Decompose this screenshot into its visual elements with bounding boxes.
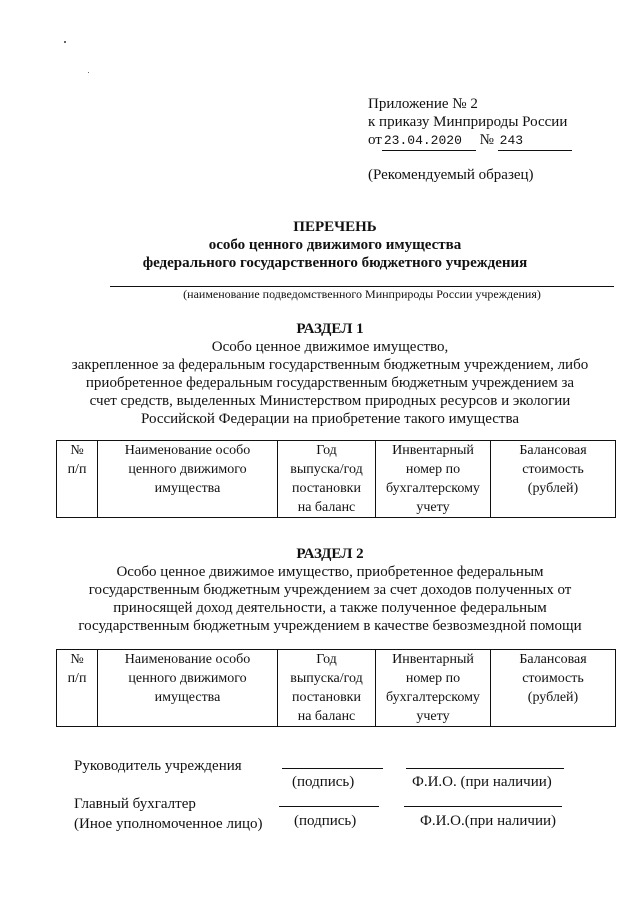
header-cell-year: [278, 441, 376, 518]
order-date: 23.04.2020: [382, 132, 476, 151]
accountant-fio-caption: Ф.И.О.(при наличии): [420, 813, 556, 829]
section-2-text-line: приносящей доход деятельности, а также полученное федеральным: [113, 600, 547, 616]
header-text: стоимость: [522, 462, 584, 477]
header-text: п/п: [67, 462, 87, 477]
section-1-table: [56, 440, 616, 518]
title-line-2: особо ценного движимого имущества: [208, 237, 462, 253]
header-cell-number: [57, 441, 98, 518]
header-cell-name: [98, 441, 278, 518]
section-2-heading: РАЗДЕЛ 2: [296, 546, 364, 562]
header-text: на баланс: [297, 500, 356, 515]
header-cell-value: [491, 650, 616, 727]
section-1-text-line: Особо ценное движимое имущество,: [211, 339, 449, 355]
header-cell-inventory: [376, 650, 491, 727]
header-cell-year: [278, 650, 376, 727]
header-text: имущества: [154, 690, 221, 705]
section-2: [40, 545, 620, 635]
header-text: Год: [316, 652, 337, 667]
head-signature-caption: (подпись): [292, 774, 355, 790]
section-2-text-line: государственным бюджетным учреждением в качестве безвозмездной помощи: [78, 618, 582, 634]
section-2-text-line: государственным бюджетным учреждением за счет доходов полученных от: [88, 582, 572, 598]
header-text: учету: [416, 709, 450, 724]
header-text: п/п: [67, 671, 87, 686]
head-signature-line: [282, 768, 383, 769]
appendix-line-2: к приказу Минприроды России: [368, 114, 568, 130]
head-of-institution-label: Руководитель учреждения: [74, 758, 242, 774]
header-text: бухгалтерскому: [386, 690, 480, 705]
header-text: (рублей): [527, 481, 579, 496]
accountant-fio-line: [404, 806, 562, 807]
header-cell-name: [98, 650, 278, 727]
header-text: Год: [316, 443, 337, 458]
section-2-table: [56, 649, 616, 727]
header-cell-number: [57, 650, 98, 727]
institution-name-caption: (наименование подведомственного Минприроды России учреждения): [183, 287, 541, 301]
date-prefix: от: [368, 132, 382, 148]
chief-accountant-label: Главный бухгалтер: [74, 796, 196, 812]
header-text: бухгалтерскому: [386, 481, 480, 496]
header-text: (рублей): [527, 690, 579, 705]
accountant-signature-caption: (подпись): [294, 813, 357, 829]
section-1-text-line: приобретенное федеральным государственным бюджетным учреждением за: [85, 375, 575, 391]
header-text: Инвентарный: [392, 443, 474, 458]
header-text: ценного движимого: [128, 462, 247, 477]
header-text: постановки: [292, 690, 361, 705]
head-fio-caption: Ф.И.О. (при наличии): [412, 774, 552, 790]
appendix-block: [368, 95, 628, 184]
scan-speck: [88, 72, 89, 73]
section-2-text-line: Особо ценное движимое имущество, приобретенное федеральным: [116, 564, 544, 580]
sample-note: (Рекомендуемый образец): [368, 167, 534, 183]
other-person-label: (Иное уполномоченное лицо): [74, 816, 263, 832]
header-text: ценного движимого: [128, 671, 247, 686]
section-1-text-line: Российской Федерации на приобретение такого имущества: [140, 411, 520, 427]
header-text: №: [70, 443, 84, 458]
header-text: Балансовая: [519, 652, 587, 667]
appendix-date-line: [368, 131, 628, 151]
section-1-heading: РАЗДЕЛ 1: [296, 321, 364, 337]
header-text: Наименование особо: [124, 443, 251, 458]
title-line-3: федерального государственного бюджетного учреждения: [142, 255, 528, 271]
head-fio-line: [406, 768, 564, 769]
header-text: Наименование особо: [124, 652, 251, 667]
document-title: [120, 218, 550, 272]
header-text: постановки: [292, 481, 361, 496]
accountant-signature-line: [279, 806, 379, 807]
table-header-row: [57, 441, 616, 518]
header-text: Балансовая: [519, 443, 587, 458]
section-1: [40, 320, 620, 428]
scan-speck: [64, 41, 66, 43]
header-text: на баланс: [297, 709, 356, 724]
title-heading: ПЕРЕЧЕНЬ: [293, 219, 377, 235]
section-1-text-line: счет средств, выделенных Министерством природных ресурсов и экологии: [89, 393, 571, 409]
header-text: учету: [416, 500, 450, 515]
table-header-row: [57, 650, 616, 727]
header-text: стоимость: [522, 671, 584, 686]
appendix-line-1: Приложение № 2: [368, 96, 478, 112]
number-prefix: №: [479, 132, 494, 148]
header-text: №: [70, 652, 84, 667]
header-text: номер по: [405, 462, 461, 477]
header-text: выпуска/год: [290, 671, 363, 686]
header-text: номер по: [405, 671, 461, 686]
header-cell-inventory: [376, 441, 491, 518]
header-text: имущества: [154, 481, 221, 496]
order-number: 243: [498, 132, 572, 151]
header-cell-value: [491, 441, 616, 518]
header-text: выпуска/год: [290, 462, 363, 477]
header-text: Инвентарный: [392, 652, 474, 667]
section-1-text-line: закрепленное за федеральным государственным бюджетным учреждением, либо: [71, 357, 589, 373]
